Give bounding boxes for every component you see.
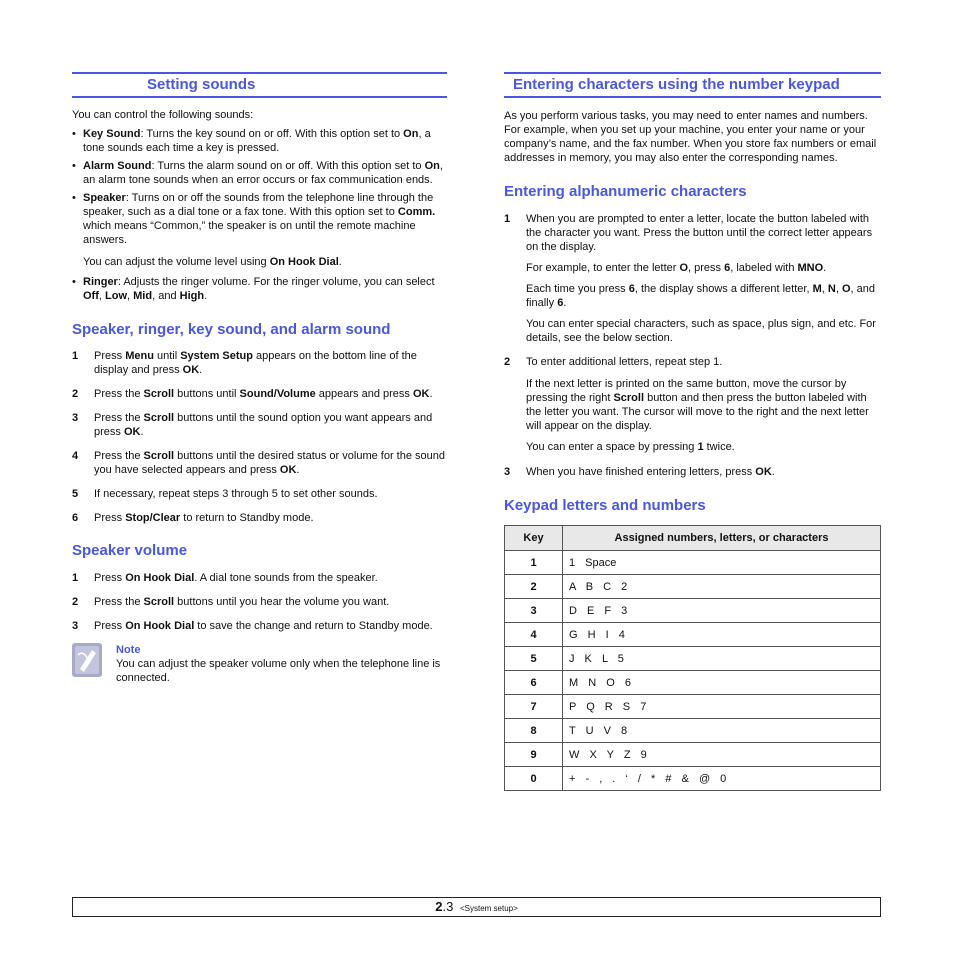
- table-row: 0 + - , . ‘ / * # & @ 0: [505, 767, 881, 791]
- ringer-list: [72, 275, 447, 303]
- steps-sound: [72, 349, 447, 525]
- subsection-title-speaker-volume: Speaker volume: [72, 542, 188, 559]
- table-row: 7 P Q R S 7: [505, 695, 881, 719]
- table-row: 6 M N O 6: [505, 671, 881, 695]
- note-text: You can adjust the speaker volume only when the telephone line is connected.: [116, 658, 441, 684]
- subsection-title-keypad-table: Keypad letters and numbers: [504, 497, 706, 514]
- step-item: 4 Press the Scroll buttons until the desired status or volume for the sound you have selected appears and press OK.: [72, 450, 445, 476]
- table-header-row: [505, 526, 881, 551]
- table-row: 1 1 Space: [505, 551, 881, 575]
- list-item: • Alarm Sound: Turns the alarm sound on or off. With this option set to On, an alarm tone sounds when an error occurs or fax communication ends.: [72, 160, 443, 186]
- step-item: 6 Press Stop/Clear to return to Standby mode.: [72, 512, 314, 524]
- section-title-setting-sounds: Setting sounds: [72, 72, 447, 98]
- column-header-key: Key: [505, 526, 563, 551]
- table-row: 5 J K L 5: [505, 647, 881, 671]
- list-item: • Ringer: Adjusts the ringer volume. For the ringer volume, you can select Off, Low, Mid, and High.: [72, 276, 435, 302]
- step-detail: For example, to enter the letter O, press 6, labeled with MNO.: [526, 262, 827, 274]
- table-row: 4 G H I 4: [505, 623, 881, 647]
- steps-alphanumeric: [504, 212, 881, 479]
- intro-text: You can control the following sounds:: [72, 109, 254, 121]
- subsection-title-speaker-ringer: Speaker, ringer, key sound, and alarm sound: [72, 321, 391, 338]
- page-number: 2.3: [435, 899, 454, 914]
- step-item: 1 Press On Hook Dial. A dial tone sounds from the speaker.: [72, 572, 378, 584]
- step-item: 1 Press Menu until System Setup appears on the bottom line of the display and press OK.: [72, 350, 417, 376]
- list-item: • Speaker: Turns on or off the sounds from the telephone line through the speaker, such as a dial tone or a fax tone. With this option set to Comm. which means “Common,” the speaker is on until the remote machine answers.: [72, 192, 436, 246]
- note-box: [72, 643, 447, 685]
- table-row: 8 T U V 8: [505, 719, 881, 743]
- page-footer: [72, 897, 881, 917]
- step-item: 5 If necessary, repeat steps 3 through 5 to set other sounds.: [72, 488, 378, 500]
- step-item: 3 Press the Scroll buttons until the sound option you want appears and press OK.: [72, 412, 433, 438]
- note-title: Note: [116, 644, 141, 656]
- note-content: [116, 643, 447, 685]
- intro-text: As you perform various tasks, you may need to enter names and numbers. For example, when you set up your machine, you enter your name or your company’s name, and the fax number. When you store fax numbers or email addresses in memory, you may also enter the corresponding names.: [504, 110, 877, 164]
- subsection-title-alphanumeric: Entering alphanumeric characters: [504, 183, 747, 200]
- list-item: • Key Sound: Turns the key sound on or off. With this option set to On, a tone sounds each time a key is pressed.: [72, 128, 431, 154]
- step-item: 1 When you are prompted to enter a letter, locate the button labeled with the character you want. Press the button until the correct letter appears on the display.: [504, 213, 873, 253]
- footer-section-name: <System setup>: [459, 904, 518, 913]
- step-detail: If the next letter is printed on the same button, move the cursor by pressing the right Scroll button and then press the button labeled with the letter you want. The cursor will move to the right and the next letter will appear on the display.: [526, 378, 869, 432]
- left-column: [72, 72, 447, 685]
- steps-volume: [72, 571, 447, 633]
- note-pencil-icon: [72, 643, 102, 677]
- step-detail: Each time you press 6, the display shows a different letter, M, N, O, and finally 6.: [526, 283, 875, 309]
- keypad-table: [504, 525, 881, 791]
- sound-options-list: [72, 127, 447, 247]
- step-item: 2 Press the Scroll buttons until Sound/Volume appears and press OK.: [72, 388, 433, 400]
- column-header-assigned: Assigned numbers, letters, or characters: [563, 526, 881, 551]
- table-row: 9 W X Y Z 9: [505, 743, 881, 767]
- right-column: [504, 72, 881, 791]
- step-detail: You can enter special characters, such as space, plus sign, and etc. For details, see the below section.: [526, 318, 876, 344]
- step-item: 2 To enter additional letters, repeat step 1.: [504, 356, 723, 368]
- table-row: 3 D E F 3: [505, 599, 881, 623]
- step-item: 3 When you have finished entering letters, press OK.: [504, 466, 775, 478]
- section-title-keypad: Entering characters using the number keypad: [504, 72, 881, 98]
- step-item: 2 Press the Scroll buttons until you hear the volume you want.: [72, 596, 390, 608]
- volume-note: You can adjust the volume level using On Hook Dial.: [83, 256, 342, 268]
- table-row: 2 A B C 2: [505, 575, 881, 599]
- step-item: 3 Press On Hook Dial to save the change and return to Standby mode.: [72, 620, 433, 632]
- step-detail: You can enter a space by pressing 1 twice.: [526, 441, 735, 453]
